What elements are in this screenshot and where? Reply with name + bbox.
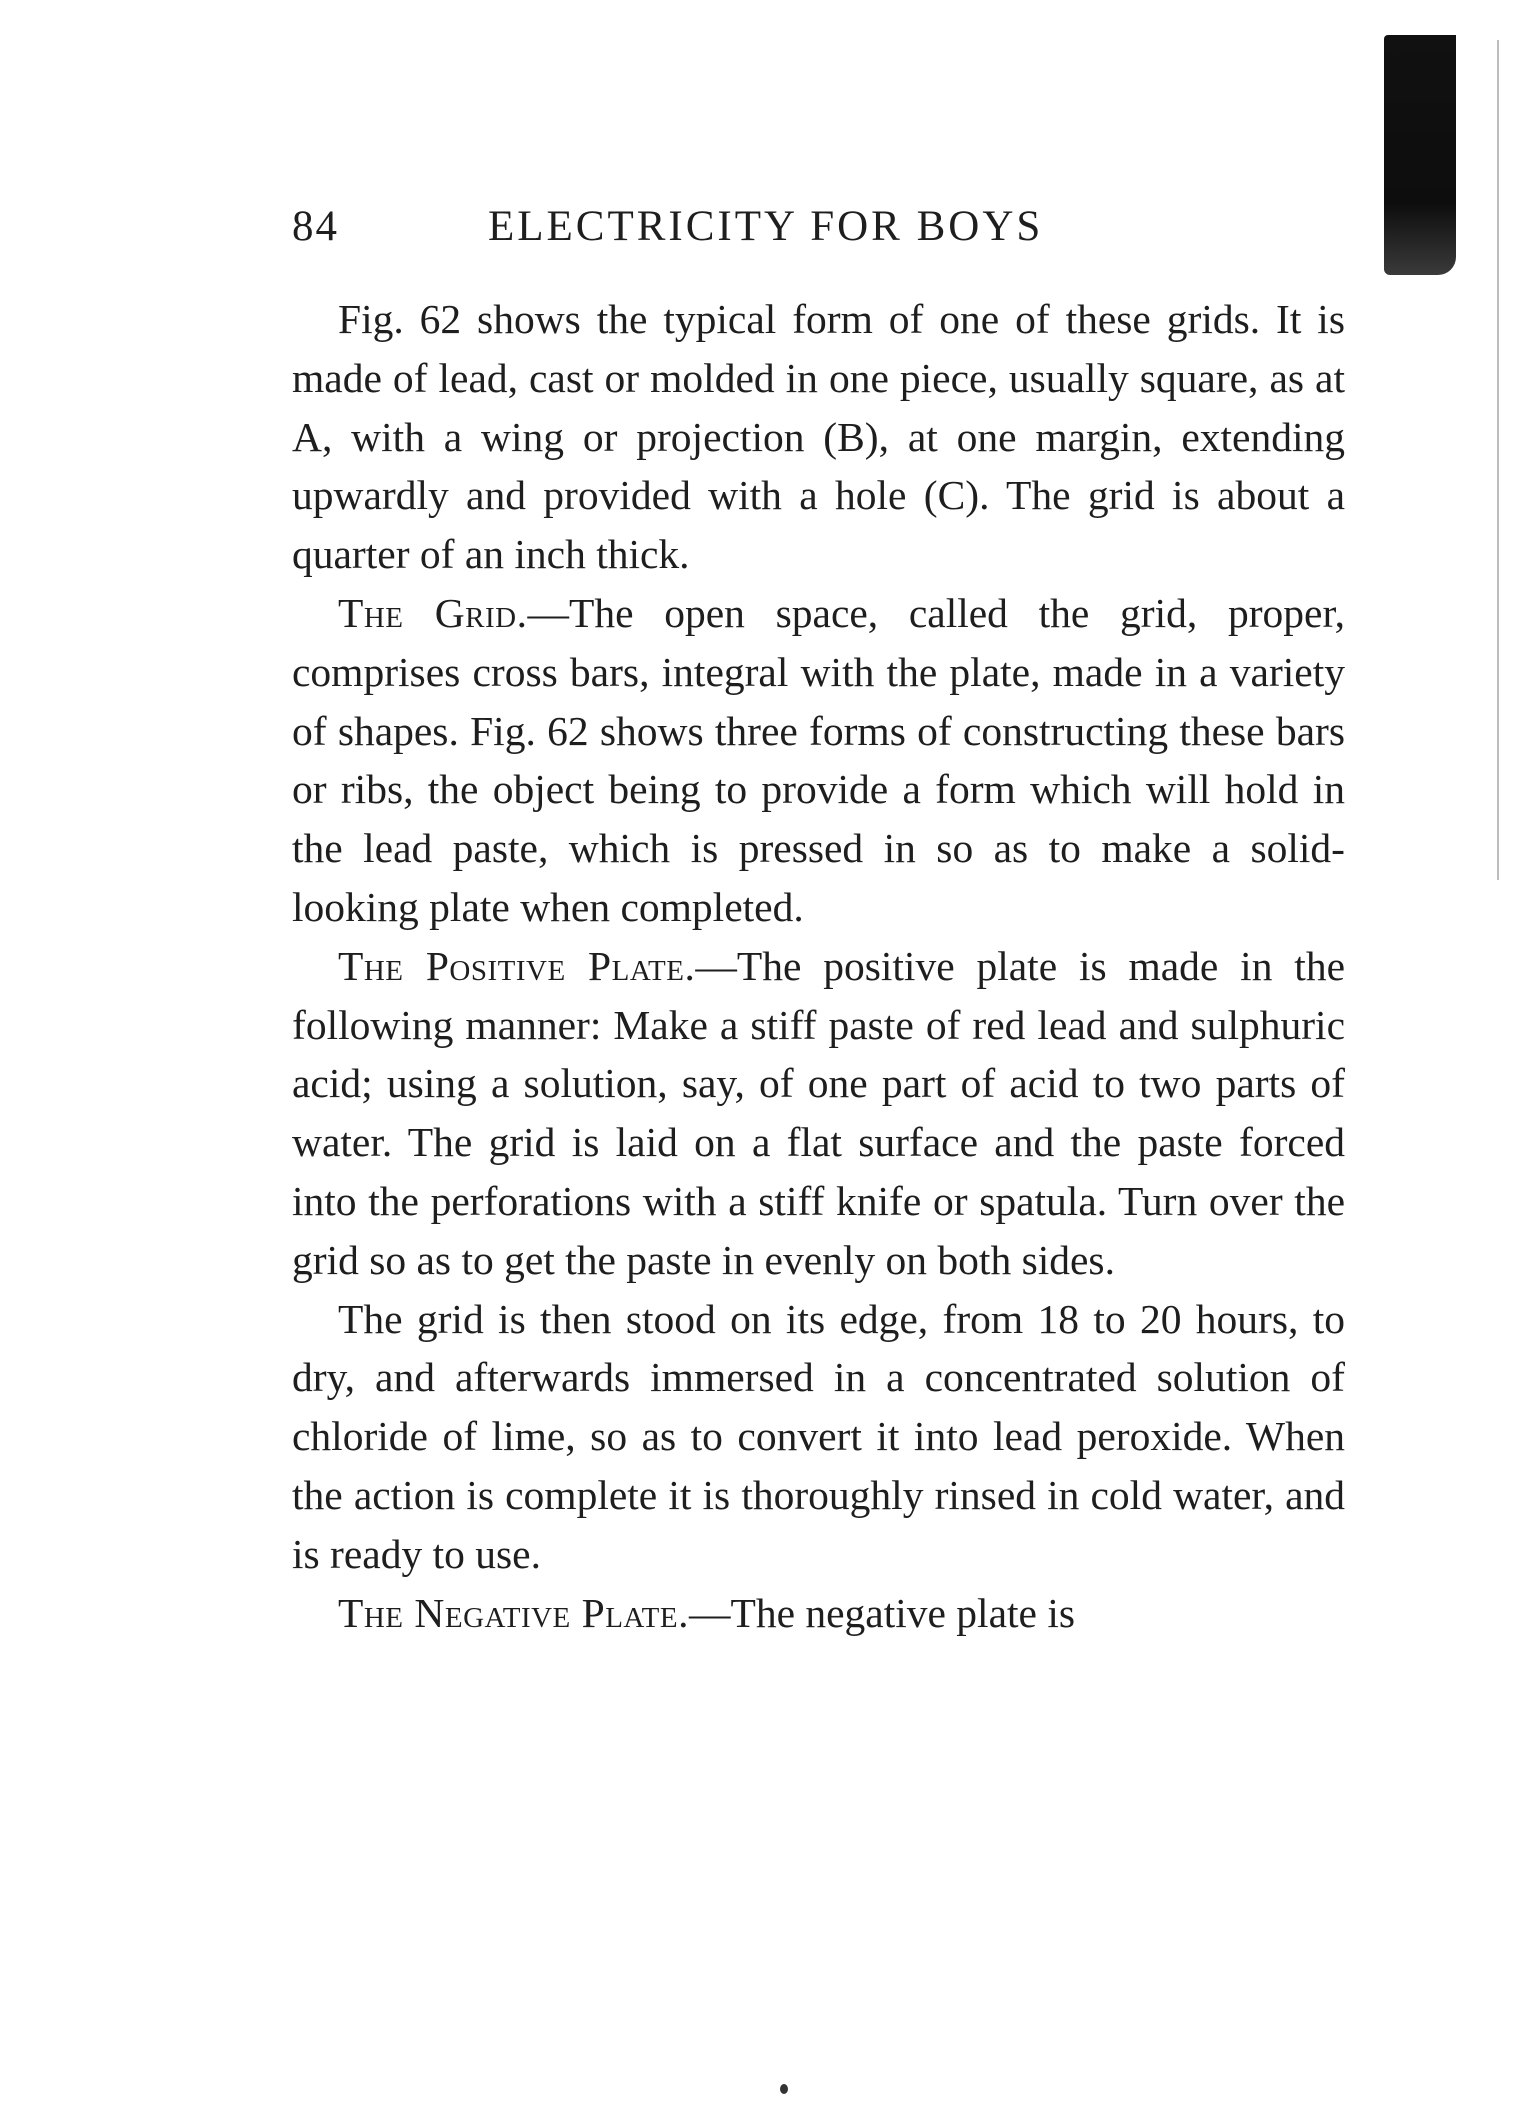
paragraph-heading: The Grid. — [338, 589, 528, 636]
paragraph-heading: The Negative Plate. — [338, 1589, 689, 1636]
scan-edge-line — [1497, 40, 1499, 880]
paragraph-text: —The negative plate is — [688, 1589, 1076, 1636]
paragraph-text: The grid is then stood on its edge, from 18 to 20 hours, to dry, and afterwards immersed in a concentrated solution of chloride of lime, so as to convert it into lead peroxide. When the action is complete it is thoroughly rinsed in cold water, and is ready to use. — [292, 1295, 1345, 1577]
page-number: 84 — [292, 203, 339, 250]
paragraph-text: —The open space, called the grid, proper, comprises cross bars, integral with the plate, made in a variety of shapes. Fig. 62 shows three forms of constructing these bars or ribs, the object being to provide a form which will hold in the lead paste, which is pressed in so as to make a solid-looking plate when completed. — [292, 589, 1346, 930]
book-title: ELECTRICITY FOR BOYS — [488, 203, 1044, 250]
paragraph — [292, 937, 1345, 1290]
paragraph-heading: The Positive Plate. — [338, 942, 696, 989]
paragraph — [292, 584, 1345, 937]
paragraph-text: Fig. 62 shows the typical form of one of these grids. It is made of lead, cast or molded in one piece, usually square, as at A, with a wing or projection (B), at one margin, extending upwardly and provided with a hole (C). The grid is about a quarter of an inch thick. — [292, 296, 1345, 578]
paragraph — [292, 1584, 1345, 1643]
scan-speck — [780, 2084, 788, 2094]
scan-shadow — [1384, 35, 1456, 275]
body-text — [292, 290, 1345, 1642]
paragraph-text: —The positive plate is made in the following manner: Make a stiff paste of red lead and sulphuric acid; using a solution, say, of one part of acid to two parts of water. The grid is laid on a flat surface and the paste forced into the perforations with a stiff knife or spatula. Turn over the grid so as to get the paste in evenly on both sides. — [292, 942, 1346, 1283]
paragraph — [292, 1290, 1345, 1584]
paragraph — [292, 290, 1345, 584]
running-head — [292, 202, 1152, 262]
